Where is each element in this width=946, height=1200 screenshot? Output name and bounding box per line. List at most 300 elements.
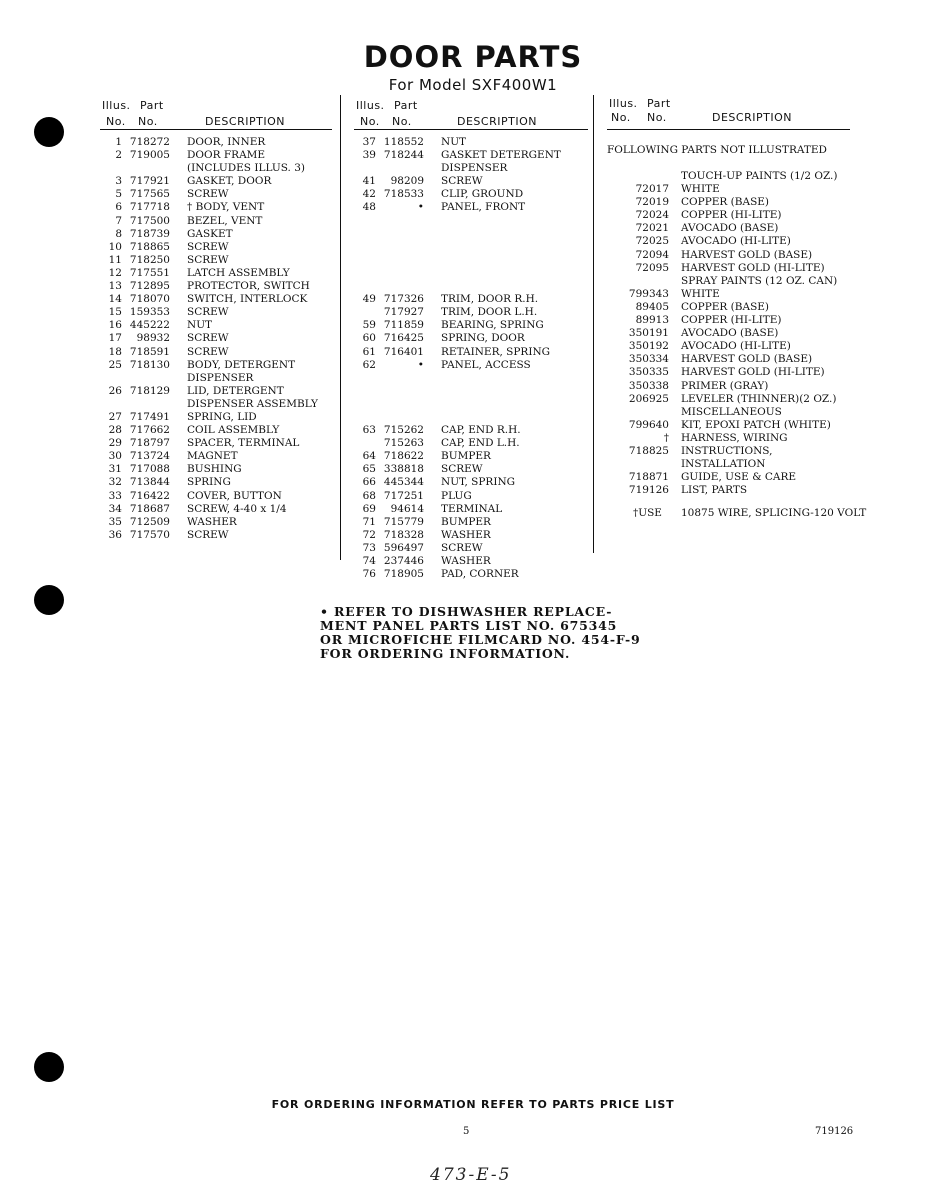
part-description: SPRING, LID [187,410,257,423]
column-header [607,97,850,130]
part-description: HARVEST GOLD (BASE) [681,353,813,366]
part-number: 350192 [628,340,669,353]
part-number: 718272 [129,136,170,148]
part-number: • [417,201,424,214]
part-number: 350335 [628,366,669,379]
binder-hole-bottom [34,1052,64,1082]
header-illus-no: No. [611,111,631,124]
footnote-text: 10875 WIRE, SPLICING-120 VOLT [681,507,867,520]
part-row [100,175,332,188]
part-row [354,188,588,201]
part-description: COPPER (BASE) [681,196,770,209]
header-illus-no: No. [360,115,380,128]
header-illus: Illus. [609,97,638,110]
part-row [607,170,850,183]
part-row [100,332,332,345]
part-number: 237446 [383,555,424,567]
header-description: DESCRIPTION [205,115,285,128]
part-number: 799343 [628,287,669,300]
part-number: 716422 [129,489,170,502]
illus-number: 62 [362,358,376,371]
column-header [100,97,332,130]
part-row [100,437,332,450]
part-description: SCREW, 4-40 x 1/4 [187,502,287,515]
part-description: MISCELLANEOUS [681,405,782,418]
part-description: AVOCADO (BASE) [681,327,779,340]
part-row [354,490,588,503]
part-description: SPRING [187,476,231,489]
part-number: 717927 [383,306,424,319]
part-row [607,183,850,196]
part-description: MAGNET [187,450,238,463]
part-row [354,136,588,149]
part-number: 350338 [628,379,669,392]
part-row [607,432,850,445]
part-row [607,314,850,327]
illus-number: 35 [108,515,122,528]
part-number: 715262 [383,424,424,437]
part-row [354,372,588,385]
part-row [100,201,332,214]
part-description: SCREW [441,175,483,188]
illus-number: 73 [362,541,376,554]
part-row [607,393,850,406]
illus-number: 72 [362,528,376,541]
part-row [100,136,332,149]
column-divider-1 [340,95,341,560]
part-description: AVOCADO (HI-LITE) [681,235,791,248]
part-number: 717921 [129,175,170,188]
part-number: 350334 [628,353,669,366]
part-description: SPRAY PAINTS (12 OZ. CAN) [681,274,838,287]
part-description: BUSHING [187,463,242,476]
illus-number: 66 [362,476,376,489]
part-description: DISPENSER ASSEMBLY [187,397,318,410]
header-illus: Illus. [102,99,131,112]
part-row [100,385,332,398]
part-description: WHITE [681,287,720,300]
part-description: WASHER [441,528,491,541]
part-row [354,437,588,450]
part-description: BODY, DETERGENT [187,358,296,371]
illus-number: 74 [362,555,376,567]
part-description: SCREW [187,332,229,345]
part-number: 72025 [635,235,669,248]
part-description: TRIM, DOOR L.H. [441,306,538,319]
part-description: COPPER (HI-LITE) [681,314,782,327]
part-description: COPPER (BASE) [681,300,770,313]
part-row [100,215,332,228]
part-number: 713844 [129,476,170,489]
part-row [354,398,588,411]
part-number: 715263 [383,437,424,450]
illus-number: 5 [115,188,122,201]
part-number: 718129 [129,384,170,397]
illus-number: 10 [108,240,122,253]
part-row [354,555,588,568]
parts-column-1 [100,97,332,542]
note-line: • REFER TO DISHWASHER REPLACE- [320,604,613,619]
illus-number: 7 [115,214,122,227]
illus-number: 59 [362,319,376,332]
part-row [354,162,588,175]
illus-number: 17 [108,332,122,345]
note-line: FOR ORDERING INFORMATION. [320,646,571,661]
part-row [607,419,850,432]
part-description: HARVEST GOLD (HI-LITE) [681,366,825,379]
part-number: 718250 [129,253,170,266]
part-row [607,406,850,419]
part-description: CLIP, GROUND [441,188,524,201]
part-row [100,162,332,175]
illus-number: 69 [362,502,376,515]
part-row [100,476,332,489]
part-row [354,385,588,398]
illus-number: 16 [108,319,122,332]
part-description: COPPER (HI-LITE) [681,209,782,222]
part-description: WHITE [681,183,720,196]
part-row [100,306,332,319]
page-number: 5 [463,1126,470,1137]
part-number: 718622 [383,450,424,463]
part-description: GASKET, DOOR [187,175,272,188]
part-number: 718130 [129,358,170,371]
illus-number: 39 [362,149,376,162]
part-row [354,424,588,437]
part-description: LATCH ASSEMBLY [187,266,290,279]
illus-number: 42 [362,188,376,201]
illus-number: 34 [108,502,122,515]
part-description: PAD, CORNER [441,568,519,581]
part-row [607,301,850,314]
part-number: 713724 [129,450,170,463]
part-number: 717491 [129,410,170,423]
part-description: RETAINER, SPRING [441,345,551,358]
part-description: SCREW [187,345,229,358]
part-row [607,366,850,379]
part-number: 717551 [129,266,170,279]
part-number: 717088 [129,463,170,476]
part-description: GASKET DETERGENT [441,149,561,162]
part-row [354,503,588,516]
part-number: 98932 [136,332,170,345]
part-row [100,463,332,476]
part-description: SCREW [187,240,229,253]
part-number: 350191 [628,327,669,340]
header-description: DESCRIPTION [457,115,537,128]
part-row [354,411,588,424]
header-description: DESCRIPTION [712,111,792,124]
part-description: NUT [187,319,213,332]
part-number: 718533 [383,188,424,201]
part-description: DOOR FRAME [187,149,266,162]
part-description: BEARING, SPRING [441,319,544,332]
part-description: COVER, BUTTON [187,489,282,502]
part-row [354,346,588,359]
part-description: NUT [441,136,467,148]
part-number: 711859 [383,319,424,332]
parts-column-2 [354,97,588,581]
part-row [100,293,332,306]
page-subtitle: For Model SXF400W1 [388,76,558,94]
part-row [354,463,588,476]
part-description: † BODY, VENT [187,201,265,214]
part-number: 718825 [628,444,669,457]
part-row [354,280,588,293]
part-row [354,149,588,162]
part-row [607,235,850,248]
illus-number: 61 [362,345,376,358]
handwritten-code: 473-E-5 [430,1165,512,1185]
part-row [607,275,850,288]
part-row [100,424,332,437]
part-row [354,254,588,267]
part-number: 159353 [129,306,170,319]
part-number: 72095 [635,261,669,274]
part-description: KIT, EPOXI PATCH (WHITE) [681,418,831,431]
part-description: PROTECTOR, SWITCH [187,280,310,293]
part-number: 596497 [383,541,424,554]
part-description: INSTALLATION [681,458,766,471]
part-description: SCREW [187,188,229,201]
part-row [354,332,588,345]
part-number: 445222 [129,319,170,332]
not-illustrated-heading: FOLLOWING PARTS NOT ILLUSTRATED [607,144,827,156]
part-description: DISPENSER [187,371,254,384]
part-row [354,529,588,542]
illus-number: 15 [108,306,122,319]
illus-number: 30 [108,450,122,463]
part-row [607,484,850,497]
footnote-row [607,507,867,521]
header-part-no: No. [647,111,667,124]
part-number: 72017 [635,183,669,196]
part-row [607,288,850,301]
part-number: 718871 [628,471,669,484]
illus-number: 71 [362,515,376,528]
part-row [354,359,588,372]
illus-number: 1 [115,136,122,148]
part-row [100,280,332,293]
part-description: NUT, SPRING [441,476,516,489]
part-row [607,262,850,275]
part-description: TOUCH-UP PAINTS (1/2 OZ.) [681,170,838,182]
part-description: GUIDE, USE & CARE [681,471,797,484]
header-part-no: No. [392,115,412,128]
header-part: Part [394,99,418,112]
part-row [354,306,588,319]
part-row [100,228,332,241]
part-description: HARVEST GOLD (BASE) [681,248,813,261]
part-description: SPRING, DOOR [441,332,525,345]
part-number: 89913 [635,314,669,327]
illus-number: 63 [362,424,376,437]
part-description: WASHER [441,555,491,567]
part-number: 712895 [129,280,170,293]
part-description: PANEL, ACCESS [441,358,531,371]
part-row [100,359,332,372]
part-row [607,380,850,393]
part-row [354,542,588,555]
header-part: Part [647,97,671,110]
part-row [354,476,588,489]
part-number: 94614 [390,502,424,515]
column-divider-2 [593,95,594,553]
part-description: HARVEST GOLD (HI-LITE) [681,261,825,274]
illus-number: 6 [115,201,122,214]
part-number: 72019 [635,196,669,209]
header-illus-no: No. [106,115,126,128]
part-number: 717565 [129,188,170,201]
illus-number: 2 [115,149,122,162]
illus-number: 8 [115,227,122,240]
part-description: LEVELER (THINNER)(2 OZ.) [681,392,837,405]
part-number: 98209 [390,175,424,188]
illus-number: 13 [108,280,122,293]
part-row [607,445,850,458]
binder-hole-middle [34,585,64,615]
part-row [100,372,332,385]
part-row [354,319,588,332]
part-number: 717251 [383,489,424,502]
illus-number: 28 [108,424,122,437]
illus-number: 31 [108,463,122,476]
part-row [100,319,332,332]
illus-number: 76 [362,568,376,581]
part-number: 717500 [129,214,170,227]
part-number: 718328 [383,528,424,541]
illus-number: 11 [108,253,122,266]
part-row [100,398,332,411]
part-number: 712509 [129,515,170,528]
illus-number: 32 [108,476,122,489]
part-number: 719005 [129,149,170,162]
part-row [607,327,850,340]
part-number: 717570 [129,528,170,541]
part-number: † [663,431,669,444]
part-description: HARNESS, WIRING [681,431,788,444]
part-number: 799640 [628,418,669,431]
part-description: SCREW [187,253,229,266]
part-description: BEZEL, VENT [187,214,263,227]
column-header [354,97,588,130]
part-row [100,254,332,267]
part-row [354,228,588,241]
footnote-mark: †USE [633,507,662,520]
part-row [354,215,588,228]
part-row [100,503,332,516]
part-row [607,209,850,222]
parts-column-3 [607,97,867,521]
part-number: 338818 [383,463,424,476]
part-row [100,529,332,542]
part-row [354,450,588,463]
part-row [607,340,850,353]
part-number: 718687 [129,502,170,515]
part-description: CAP, END R.H. [441,424,521,437]
document-number: 719126 [815,1126,854,1137]
illus-number: 14 [108,293,122,306]
illus-number: 26 [108,384,122,397]
part-number: 716401 [383,345,424,358]
part-description: LIST, PARTS [681,484,748,497]
part-description: PLUG [441,489,472,502]
part-number: 72024 [635,209,669,222]
ordering-footer: FOR ORDERING INFORMATION REFER TO PARTS PRICE LIST [271,1098,675,1111]
illus-number: 68 [362,489,376,502]
part-row [354,568,588,581]
part-description: DISPENSER [441,162,508,175]
header-part-no: No. [138,115,158,128]
part-row [100,516,332,529]
part-number: 718244 [383,149,424,162]
binder-hole-top [34,117,64,147]
part-description: TERMINAL [441,502,503,515]
part-description: (INCLUDES ILLUS. 3) [187,162,305,175]
part-description: WASHER [187,515,237,528]
part-row [607,353,850,366]
part-description: AVOCADO (HI-LITE) [681,340,791,353]
note-line: OR MICROFICHE FILMCARD NO. 454-F-9 [320,632,641,647]
part-number: 718070 [129,293,170,306]
part-number: • [417,358,424,371]
header-illus: Illus. [356,99,385,112]
part-number: 716425 [383,332,424,345]
part-number: 719126 [628,484,669,497]
part-number: 718591 [129,345,170,358]
part-number: 718905 [383,568,424,581]
illus-number: 18 [108,345,122,358]
part-description: SPACER, TERMINAL [187,437,300,450]
part-number: 72021 [635,222,669,235]
part-number: 717718 [129,201,170,214]
note-line: MENT PANEL PARTS LIST NO. 675345 [320,618,618,633]
part-row [100,188,332,201]
part-row [607,196,850,209]
illus-number: 48 [362,201,376,214]
part-description: DOOR, INNER [187,136,266,148]
illus-number: 37 [362,136,376,148]
illus-number: 65 [362,463,376,476]
part-row [100,267,332,280]
header-part: Part [140,99,164,112]
part-description: TRIM, DOOR R.H. [441,293,539,306]
part-description: COIL ASSEMBLY [187,424,280,437]
part-description: BUMPER [441,450,491,463]
part-number: 445344 [383,476,424,489]
illus-number: 33 [108,489,122,502]
part-row [354,175,588,188]
part-description: INSTRUCTIONS, [681,444,773,457]
part-number: 72094 [635,248,669,261]
part-row [354,516,588,529]
part-row [100,241,332,254]
illus-number: 12 [108,266,122,279]
part-row [100,149,332,162]
part-row [100,450,332,463]
part-row [100,411,332,424]
part-description: SWITCH, INTERLOCK [187,293,308,306]
part-row [100,346,332,359]
part-number: 718797 [129,437,170,450]
part-number: 715779 [383,515,424,528]
part-description: CAP, END L.H. [441,437,520,450]
part-description: SCREW [187,306,229,319]
illus-number: 25 [108,358,122,371]
part-number: 717326 [383,293,424,306]
part-number: 118552 [383,136,424,148]
part-row [607,471,850,484]
